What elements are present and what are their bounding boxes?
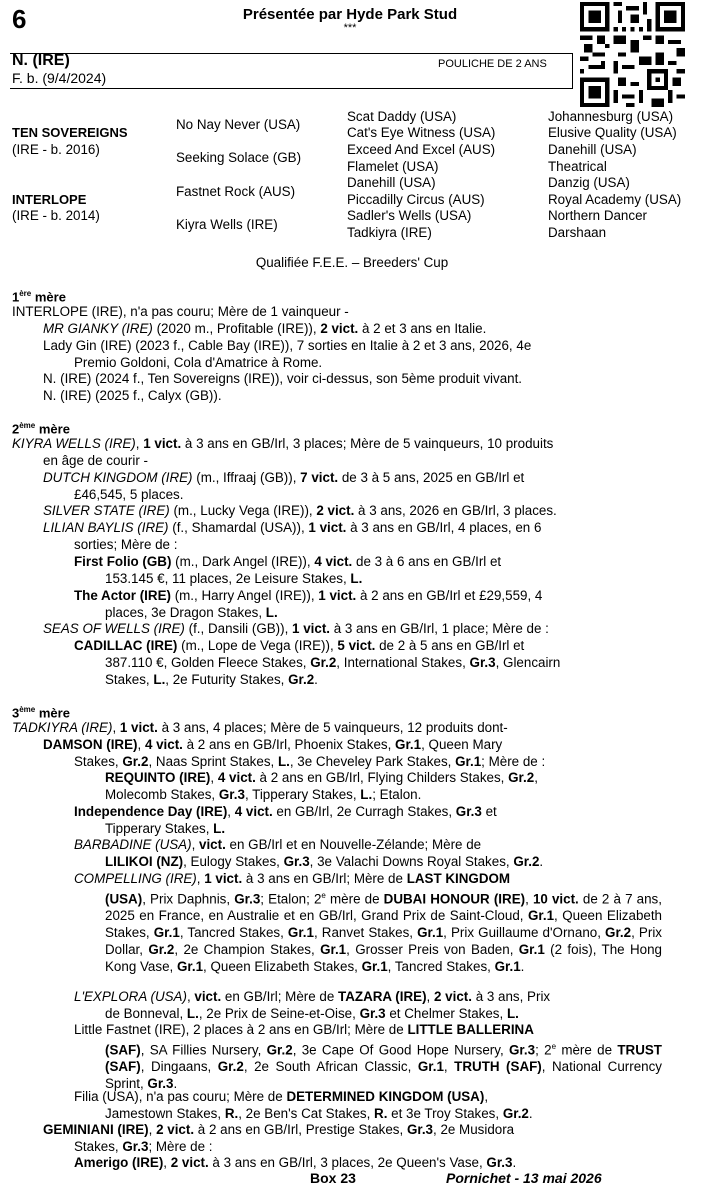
sire-name: TEN SOVEREIGNS (12, 125, 128, 140)
produce-entry: SEAS OF WELLS (IRE) (f., Dansili (GB)), 1 vict. à 3 ans en GB/Irl, 1 place; Mère de : (43, 621, 549, 636)
section-third-dam: 3ème mère (12, 705, 70, 721)
produce-entry: Amerigo (IRE), 2 vict. à 3 ans en GB/Irl, 3 places, 2e Queen's Vase, Gr.3. (74, 1155, 517, 1170)
produce-entry-cont: (SAF), SA Fillies Nursery, Gr.2, 3e Cape Of Good Hope Nursery, Gr.3; 2e mère de TRUST (SAF), Dingaans, Gr.2, 2e South African Classic, Gr.1, TRUTH (SAF), National Currency Sprint, Gr.3. (105, 1042, 662, 1092)
produce-entry: First Folio (GB) (m., Dark Angel (IRE)), 4 vict. de 3 à 6 ans en GB/Irl et 153.145 €, 11 places, 2e Leisure Stakes, L. (74, 554, 502, 586)
produce-entry: CADILLAC (IRE) (m., Lope de Vega (IRE)), 5 vict. de 2 à 5 ans en GB/Irl et 387.110 €, Golden Fleece Stakes, Gr.2, International Stakes, Gr.3, Glencairn Stakes, L., 2e Futurity Stakes, Gr.2. (74, 638, 561, 687)
produce-entry: LILIAN BAYLIS (IRE) (f., Shamardal (USA)), 1 vict. à 3 ans en GB/Irl, 4 places, en 6 sorties; Mère de : (43, 520, 542, 552)
section-second-dam: 2ème mère (12, 421, 70, 437)
section-first-dam: 1ère mère (12, 289, 66, 305)
pedigree-gen2: Fastnet Rock (AUS) (176, 184, 296, 199)
produce-entry: GEMINIANI (IRE), 2 vict. à 2 ans en GB/Irl, Prestige Stakes, Gr.3, 2e Musidora Stakes, Gr.3; Mère de : (43, 1122, 515, 1154)
horse-name: N. (IRE) (12, 52, 70, 69)
birth-info: F. b. (9/4/2024) (12, 70, 107, 86)
produce-entry: Lady Gin (IRE) (2023 f., Cable Bay (IRE)), 7 sorties en Italie à 2 et 3 ans, 2026, 4e Premio Goldoni, Cola d'Amatrice à Rome. (43, 338, 532, 370)
produce-entry: Filia (USA), n'a pas couru; Mère de DETERMINED KINGDOM (USA), Jamestown Stakes, R., 2e Ben's Cat Stakes, R. et 3e Troy Stakes, Gr.2. (74, 1089, 533, 1121)
produce-entry: Independence Day (IRE), 4 vict. en GB/Irl, 2e Curragh Stakes, Gr.3 et Tipperary Stakes, L. (74, 804, 497, 836)
pedigree-gen3: Cat's Eye Witness (USA) (347, 125, 496, 140)
produce-entry: The Actor (IRE) (m., Harry Angel (IRE)), 1 vict. à 2 ans en GB/Irl et £29,559, 4 places, 3e Dragon Stakes, L. (74, 588, 543, 620)
pedigree-gen2: Seeking Solace (GB) (176, 150, 302, 165)
produce-entry: N. (IRE) (2025 f., Calyx (GB)). (43, 388, 222, 403)
produce-entry: DAMSON (IRE), 4 vict. à 2 ans en GB/Irl, Phoenix Stakes, Gr.1, Queen Mary Stakes, Gr.2, Naas Sprint Stakes, L., 3e Cheveley Park Stakes, Gr.1; Mère de : (43, 737, 546, 769)
produce-entry: DUTCH KINGDOM (IRE) (m., Iffraaj (GB)), 7 vict. de 3 à 5 ans, 2025 en GB/Irl et £46,545, 5 places. (43, 470, 525, 502)
first-dam-intro: INTERLOPE (IRE), n'a pas couru; Mère de 1 vainqueur - (12, 304, 349, 319)
pedigree-gen4: Johannesburg (USA) (548, 109, 674, 124)
pedigree-gen3: Exceed And Excel (AUS) (347, 142, 496, 157)
pedigree-gen2: No Nay Never (USA) (176, 117, 301, 132)
pedigree-gen3: Scat Daddy (USA) (347, 109, 457, 124)
produce-entry: L'EXPLORA (USA), vict. en GB/Irl; Mère de TAZARA (IRE), 2 vict. à 3 ans, Prix de Bonneval, L., 2e Prix de Seine-et-Oise, Gr.3 et Chelmer Stakes, L. (74, 989, 551, 1021)
produce-entry: REQUINTO (IRE), 4 vict. à 2 ans en GB/Irl, Flying Childers Stakes, Gr.2, (105, 770, 538, 785)
pedigree-gen4: Theatrical (548, 159, 607, 174)
qualification: Qualifiée F.E.E. – Breeders' Cup (255, 255, 449, 270)
rating-stars: *** (343, 22, 357, 34)
pedigree-gen3: Flamelet (USA) (347, 159, 439, 174)
dam-name: INTERLOPE (12, 192, 87, 207)
box-number: Box 23 (310, 1170, 356, 1186)
produce-entry: COMPELLING (IRE), 1 vict. à 3 ans en GB/Irl; Mère de LAST KINGDOM (74, 871, 511, 886)
pedigree-gen4: Elusive Quality (USA) (548, 125, 677, 140)
produce-entry: MR GIANKY (IRE) (2020 m., Profitable (IRE)), 2 vict. à 2 et 3 ans en Italie. (43, 321, 487, 336)
second-dam-intro: KIYRA WELLS (IRE), 1 vict. à 3 ans en GB/Irl, 3 places; Mère de 5 vainqueurs, 10 produits en âge de courir - (12, 436, 554, 468)
pedigree-gen3: Piccadilly Circus (AUS) (347, 192, 485, 207)
venue-date: Pornichet - 13 mai 2026 (446, 1170, 602, 1186)
pedigree-gen3: Danehill (USA) (347, 175, 436, 190)
qr-code-icon[interactable] (580, 2, 685, 107)
pedigree-gen4: Danehill (USA) (548, 142, 637, 157)
pedigree-gen4: Danzig (USA) (548, 175, 630, 190)
lot-number: 6 (12, 4, 27, 34)
pedigree-gen2: Kiyra Wells (IRE) (176, 217, 278, 232)
pedigree-gen4: Royal Academy (USA) (548, 192, 682, 207)
pedigree-gen4: Darshaan (548, 225, 607, 240)
sire-info: (IRE - b. 2016) (12, 142, 100, 157)
produce-entry: Little Fastnet (IRE), 2 places à 2 ans en GB/Irl; Mère de LITTLE BALLERINA (74, 1022, 534, 1037)
pedigree-gen3: Sadler's Wells (USA) (347, 208, 472, 223)
dam-info: (IRE - b. 2014) (12, 208, 100, 223)
sex-age: POULICHE DE 2 ANS (438, 58, 547, 70)
third-dam-intro: TADKIYRA (IRE), 1 vict. à 3 ans, 4 places; Mère de 5 vainqueurs, 12 produits dont- (12, 720, 508, 735)
produce-entry-cont: Molecomb Stakes, Gr.3, Tipperary Stakes, L.; Etalon. (105, 787, 422, 802)
pedigree-gen4: Northern Dancer (548, 208, 647, 223)
produce-entry-cont: (USA), Prix Daphnis, Gr.3; Etalon; 2e mère de DUBAI HONOUR (IRE), 10 vict. de 2 à 7 ans, 2025 en France, en Australie et en GB/Irl, Grand Prix de Saint-Cloud, Gr.1, Queen Elizabeth Stakes, Gr.1, Tancred Stakes, Gr.1, Ranvet Stakes, Gr.1, Prix Guillaume d'Ornano, Gr.2, Prix Dollar, Gr.2, 2e Champion Stakes, Gr.1, Grosser Preis von Baden, Gr.1 (2 fois), The Hong Kong Vase, Gr.1, Queen Elizabeth Stakes, Gr.1, Tancred Stakes, Gr.1. (105, 891, 663, 974)
presenter: Présentée par Hyde Park Stud (242, 6, 458, 23)
produce-entry: BARBADINE (USA), vict. en GB/Irl et en Nouvelle-Zélande; Mère de LILIKOI (NZ), Eulogy Stakes, Gr.3, 3e Valachi Downs Royal Stakes, Gr.2. (74, 837, 544, 869)
pedigree-gen3: Tadkiyra (IRE) (347, 225, 432, 240)
produce-entry: SILVER STATE (IRE) (m., Lucky Vega (IRE)), 2 vict. à 3 ans, 2026 en GB/Irl, 3 places. (43, 503, 557, 518)
produce-entry: N. (IRE) (2024 f., Ten Sovereigns (IRE)), voir ci-dessus, son 5ème produit vivant. (43, 371, 523, 386)
